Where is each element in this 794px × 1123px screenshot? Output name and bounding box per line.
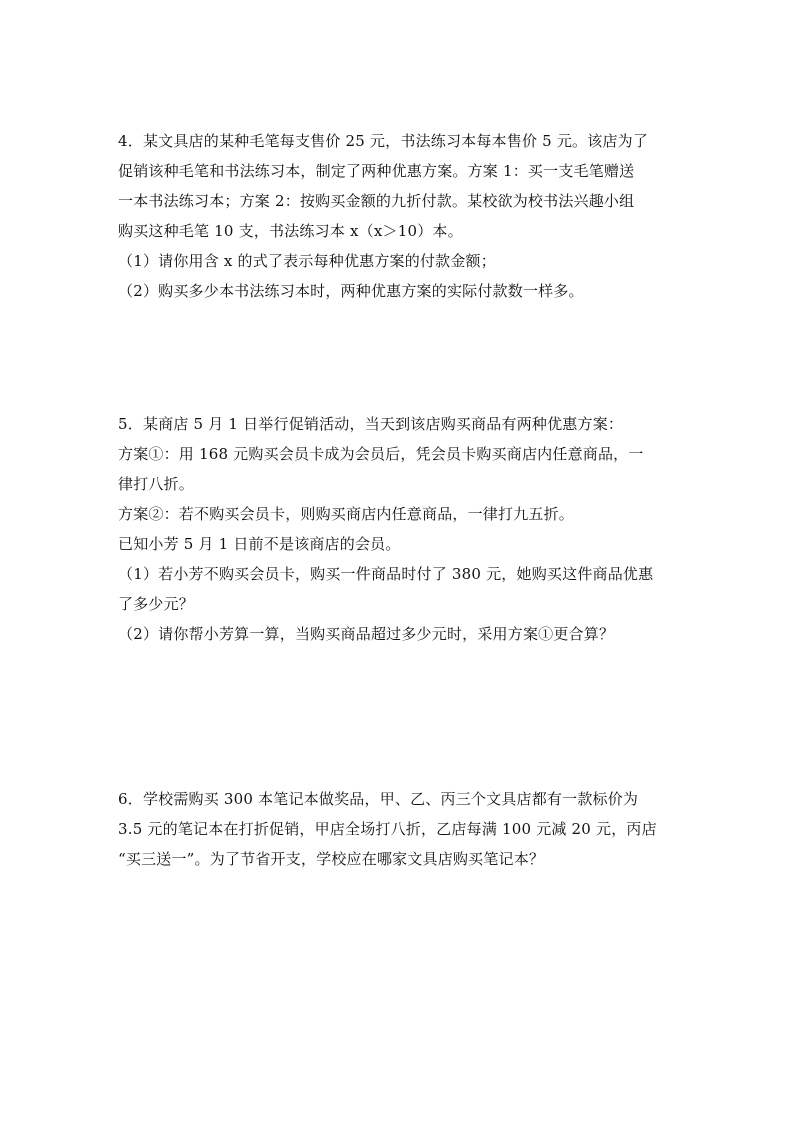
problem-6-line-3: “买三送一”。为了节省开支，学校应在哪家文具店购买笔记本？ [118,850,545,868]
problem-5-plan-1-line-1: 方案①：用 168 元购买会员卡成为会员后，凭会员卡购买商店内任意商品，一 [118,445,644,463]
problem-5-plan-2: 方案②：若不购买会员卡，则购买商店内任意商品，一律打九五折。 [118,505,575,523]
problem-4-line-1: 4．某文具店的某种毛笔每支售价 25 元，书法练习本每本售价 5 元。该店为了 [118,132,649,150]
problem-4-part-1: （1）请你用含 x 的式了表示每种优惠方案的付款金额； [118,252,496,270]
problem-5-line-1: 5．某商店 5 月 1 日举行促销活动，当天到该店购买商品有两种优惠方案： [118,415,624,433]
problem-4-line-2: 促销该种毛笔和书法练习本，制定了两种优惠方案。方案 1：买一支毛笔赠送 [118,162,635,180]
problem-6 [118,784,678,874]
problem-4 [118,126,678,306]
problem-6-line-2: 3.5 元的笔记本在打折促销，甲店全场打八折，乙店每满 100 元减 20 元，丙店 [118,820,657,838]
problem-5-plan-1-line-2: 律打八折。 [118,475,195,493]
problem-4-line-3: 一本书法练习本；方案 2：按购买金额的九折付款。某校欲为校书法兴趣小组 [118,192,635,210]
problem-6-line-1: 6．学校需购买 300 本笔记本做奖品，甲、乙、丙三个文具店都有一款标价为 [118,790,639,808]
problem-4-part-2: （2）购买多少本书法练习本时，两种优惠方案的实际付款数一样多。 [118,282,584,300]
problem-4-line-4: 购买这种毛笔 10 支，书法练习本 x（x＞10）本。 [118,222,463,240]
problem-5-part-2: （2）请你帮小芳算一算，当购买商品超过多少元时，采用方案①更合算？ [118,625,615,643]
problem-5 [118,409,678,649]
problem-5-part-1-line-1: （1）若小芳不购买会员卡，购买一件商品时付了 380 元，她购买这件商品优惠 [118,565,654,583]
problem-5-condition: 已知小芳 5 月 1 日前不是该商店的会员。 [118,535,401,553]
problem-5-part-1-line-2: 了多少元？ [118,595,195,613]
